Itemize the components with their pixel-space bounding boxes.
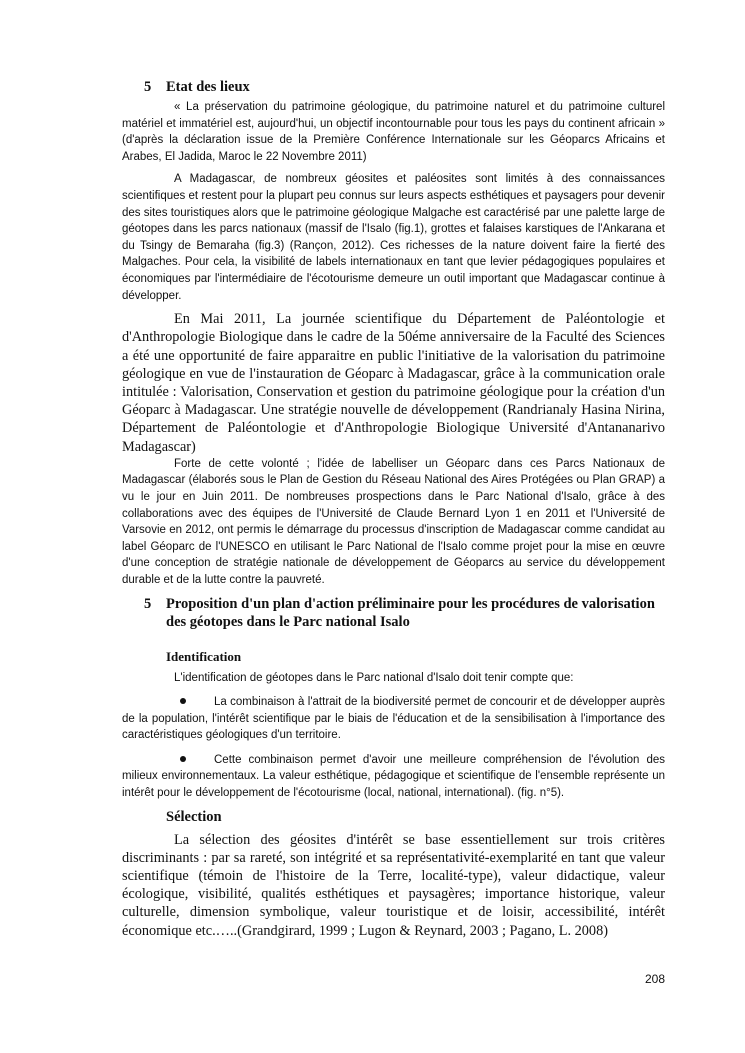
subheading-identification: Identification bbox=[166, 648, 242, 664]
section-title: Proposition d'un plan d'action préliminaire pour les procédures de valorisation des géotopes dans le Parc national Isalo bbox=[166, 595, 655, 630]
section-heading-proposition bbox=[122, 595, 665, 631]
quote-paragraph: « La préservation du patrimoine géologique, du patrimoine naturel et du patrimoine culturel matériel et immatériel est, aujourd'hui, un objectif incontournable pour tous les pays du continent africain » (d'après la déclaration issue de la Première Conférence Internationale sur les Géoparcs Africains et Arabes, El Jadida, Maroc le 22 Novembre 2011) bbox=[122, 101, 665, 163]
madagascar-paragraph: A Madagascar, de nombreux géosites et paléosites sont limités à des connaissances scientifiques et restent pour la plupart peu connus sur leurs aspects esthétiques et paysagers pour devenir des sites touristiques alors que le patrimoine géologique Malgache est caractérisé par une palette large de géotopes dans les parcs nationaux (massif de l'Isalo (fig.1), grottes et falaises karstiques de l'Ankarana et du Tsingy de Bemaraha (fig.3) (Rançon, 2012). Ces richesses de la nature doivent faire la fierté des Malgaches. Pour cela, la visibilité de labels internationaux en tant que levier pédagogiques populaires et économiques par l'intermédiaire de l'écotourisme demeure un outil important que Madagascar continue à développer. bbox=[122, 173, 665, 302]
section-heading-etat-des-lieux bbox=[122, 78, 665, 96]
document-page bbox=[122, 0, 665, 940]
bullet-icon bbox=[180, 756, 186, 762]
subheading-selection: Sélection bbox=[166, 808, 222, 825]
section-title: Etat des lieux bbox=[166, 79, 250, 95]
section-number: 5 bbox=[144, 79, 152, 95]
forte-volonte-paragraph: Forte de cette volonté ; l'idée de labelliser un Géoparc dans ces Parcs Nationaux de Madagascar (élaborés sous le Plan de Gestion du Réseau National des Aires Protégées ou Plan GRAP) a vu le jour en Juin 2011. De nombreuses prospections dans le Parc National d'Isalo, grâce à des collaborations avec des équipes de l'Université de Claude Bernard Lyon 1 en 2011 et l'Université de Varsovie en 2012, ont permis le démarrage du processus d'inscription de Madagascar comme candidat au label Géoparc de l'UNESCO en utilisant le Parc National de l'Isalo comme projet pour la mise en œuvre d'une conception de stratégie nationale de développement de Géoparcs au service du développement durable et de la lutte contre la pauvreté. bbox=[122, 457, 665, 586]
bullet-item-1 bbox=[122, 694, 665, 744]
identification-intro: L'identification de géotopes dans le Parc national d'Isalo doit tenir compte que: bbox=[174, 671, 574, 684]
journee-scientifique-paragraph: En Mai 2011, La journée scientifique du Département de Paléontologie et d'Anthropologie Biologique dans le cadre de la 50éme anniversaire de la Faculté des Sciences a été une opportunité de faire apparaitre en public l'initiative de la valorisation du patrimoine géologique en vue de l'instauration de Géoparc à Madagascar, grâce à la communication orale intitulée : Valorisation, Conservation et gestion du patrimoine géologique pour la création d'un Géoparc à Madagascar. Une stratégie nouvelle de développement (Randrianaly Hasina Nirina, Département de Paléontologie et d'Anthropologie Biologique Université d'Antananarivo Madagascar) bbox=[122, 311, 665, 455]
section-number: 5 bbox=[144, 595, 152, 612]
bullet-icon bbox=[180, 698, 186, 704]
page-number: 208 bbox=[644, 972, 665, 986]
bullet-text: La combinaison à l'attrait de la biodiversité permet de concourir et de développer auprès de la population, l'intérêt scientifique par le biais de l'éducation et de la sensibilisation à l'importance des caractéristiques géologiques d'un territoire. bbox=[122, 696, 665, 742]
bullet-item-2 bbox=[122, 752, 665, 802]
selection-paragraph: La sélection des géosites d'intérêt se base essentiellement sur trois critères discriminants : par sa rareté, son intégrité et sa représentativité-exemplarité en tant que valeur scientifique (témoin de l'histoire de la Terre, localité-type), valeur didactique, valeur écologique, visibilité, qualités esthétiques et paysagères; importance historique, valeur culturelle, dimension symbolique, valeur touristique et de loisir, accessibilité, intérêt économique etc.…..(Grandgirard, 1999 ; Lugon & Reynard, 2003 ; Pagano, L. 2008) bbox=[122, 831, 665, 939]
bullet-text: Cette combinaison permet d'avoir une meilleure compréhension de l'évolution des milieux environnementaux. La valeur esthétique, pédagogique et scientifique de l'ensemble représente un intérêt pour le développement de l'écotourisme (local, national, international). (fig. n°5). bbox=[122, 753, 665, 800]
